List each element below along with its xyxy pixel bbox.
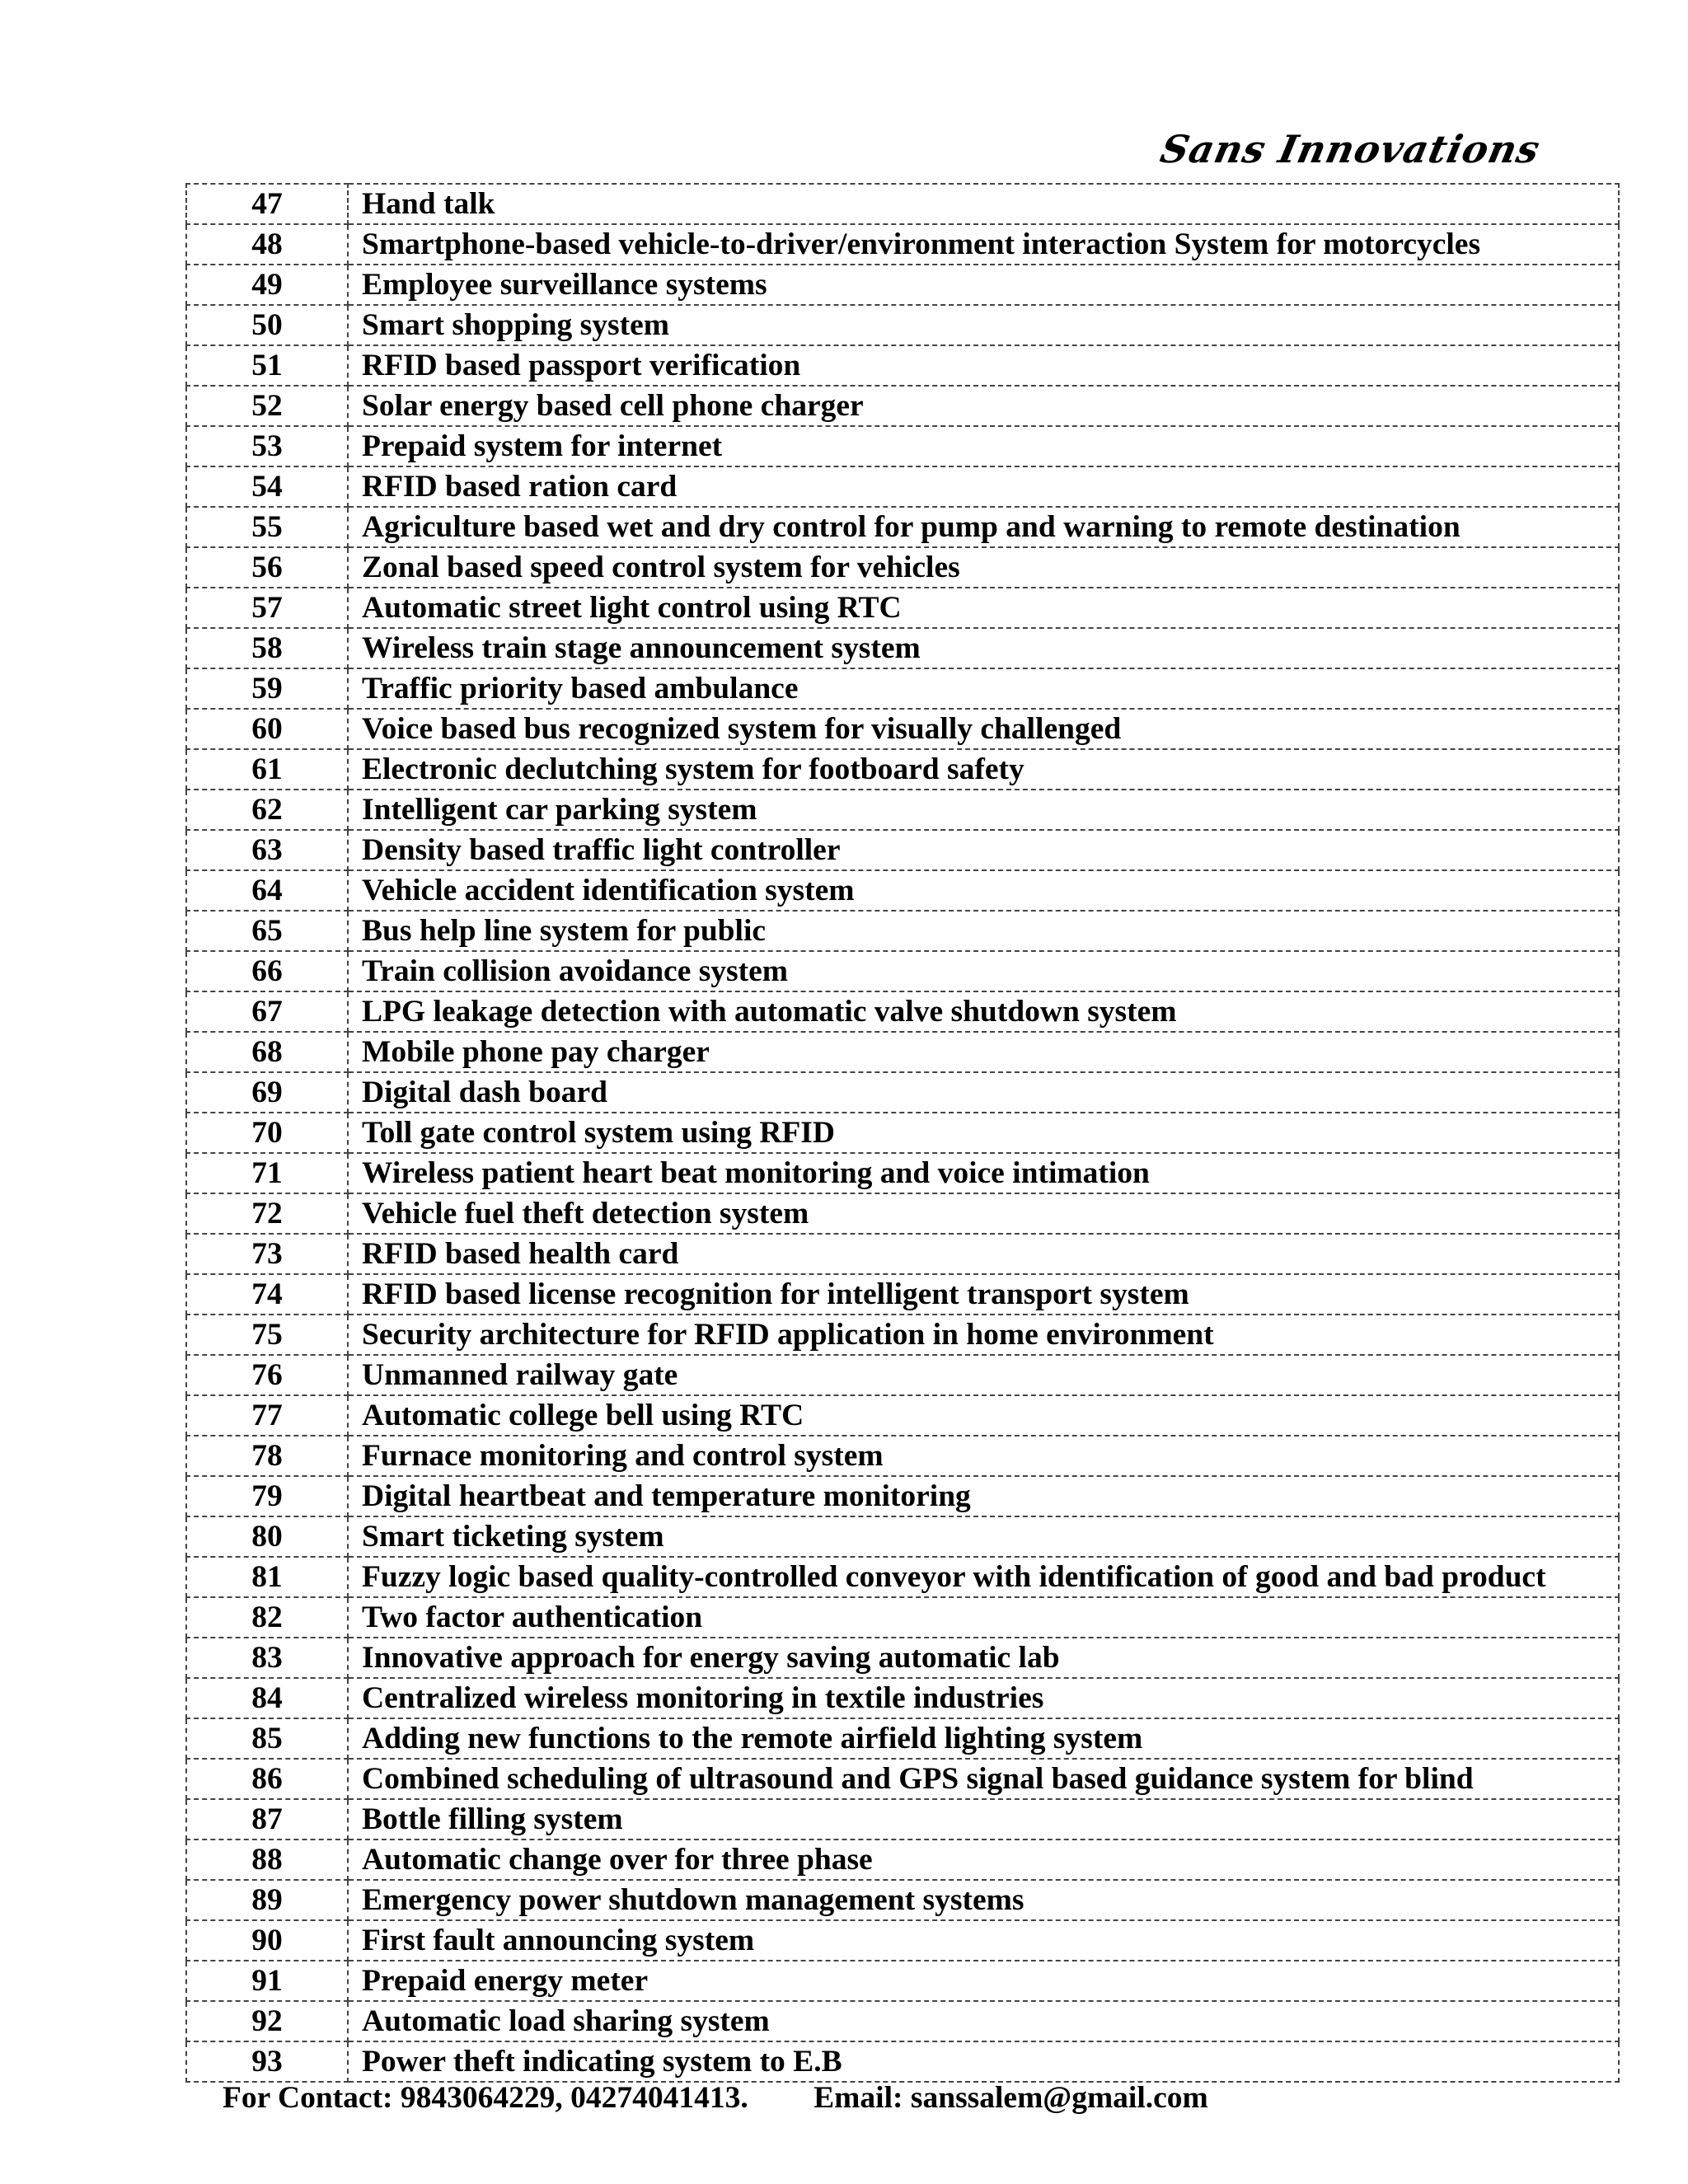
- contact-phone: For Contact: 9843064229, 04274041413.: [223, 2081, 748, 2115]
- table-row: [186, 466, 1619, 507]
- project-number: 51: [186, 345, 348, 386]
- project-title: Solar energy based cell phone charger: [348, 386, 1619, 426]
- project-title: Bus help line system for public: [348, 911, 1619, 951]
- table-row: [186, 265, 1619, 305]
- project-number: 49: [186, 265, 348, 305]
- project-title: RFID based health card: [348, 1234, 1619, 1274]
- table-row: [186, 1355, 1619, 1395]
- project-number: 77: [186, 1395, 348, 1436]
- table-row: [186, 709, 1619, 749]
- project-number: 63: [186, 830, 348, 870]
- table-row: [186, 184, 1619, 224]
- table-row: [186, 1799, 1619, 1840]
- project-title: Digital heartbeat and temperature monitoring: [348, 1476, 1619, 1516]
- table-row: [186, 1557, 1619, 1597]
- project-title: Smartphone-based vehicle-to-driver/environment interaction System for motorcycles: [348, 224, 1619, 265]
- project-title: RFID based license recognition for intelligent transport system: [348, 1274, 1619, 1315]
- project-number: 48: [186, 224, 348, 265]
- project-title: Automatic load sharing system: [348, 2001, 1619, 2041]
- project-title: Mobile phone pay charger: [348, 1032, 1619, 1072]
- table-row: [186, 2001, 1619, 2041]
- table-row: [186, 668, 1619, 709]
- project-title: Electronic declutching system for footboard safety: [348, 749, 1619, 790]
- project-title: Centralized wireless monitoring in textile industries: [348, 1678, 1619, 1718]
- project-number: 93: [186, 2041, 348, 2082]
- project-title: Emergency power shutdown management systems: [348, 1880, 1619, 1920]
- project-number: 78: [186, 1436, 348, 1476]
- project-title: Bottle filling system: [348, 1799, 1619, 1840]
- project-number: 56: [186, 547, 348, 588]
- project-number: 55: [186, 507, 348, 547]
- table-row: [186, 507, 1619, 547]
- project-number: 84: [186, 1678, 348, 1718]
- project-title: Agriculture based wet and dry control for pump and warning to remote destination: [348, 507, 1619, 547]
- project-number: 79: [186, 1476, 348, 1516]
- table-row: [186, 1840, 1619, 1880]
- table-row: [186, 588, 1619, 628]
- project-number: 92: [186, 2001, 348, 2041]
- table-row: [186, 951, 1619, 991]
- table-row: [186, 628, 1619, 668]
- projects-table-body: [186, 184, 1619, 2082]
- table-row: [186, 1032, 1619, 1072]
- project-number: 83: [186, 1638, 348, 1678]
- table-row: [186, 1113, 1619, 1153]
- project-title: Two factor authentication: [348, 1597, 1619, 1638]
- project-number: 75: [186, 1315, 348, 1355]
- contact-email: Email: sanssalem@gmail.com: [814, 2081, 1208, 2115]
- project-title: Unmanned railway gate: [348, 1355, 1619, 1395]
- table-row: [186, 1436, 1619, 1476]
- project-title: Density based traffic light controller: [348, 830, 1619, 870]
- project-title: Toll gate control system using RFID: [348, 1113, 1619, 1153]
- project-title: RFID based ration card: [348, 466, 1619, 507]
- project-title: Smart ticketing system: [348, 1516, 1619, 1557]
- project-number: 67: [186, 991, 348, 1032]
- project-number: 69: [186, 1072, 348, 1113]
- table-row: [186, 224, 1619, 265]
- project-number: 65: [186, 911, 348, 951]
- project-title: First fault announcing system: [348, 1920, 1619, 1961]
- project-number: 74: [186, 1274, 348, 1315]
- project-number: 88: [186, 1840, 348, 1880]
- project-title: Combined scheduling of ultrasound and GPS signal based guidance system for blind: [348, 1759, 1619, 1799]
- table-row: [186, 1516, 1619, 1557]
- table-row: [186, 1759, 1619, 1799]
- table-row: [186, 1395, 1619, 1436]
- project-title: Power theft indicating system to E.B: [348, 2041, 1619, 2082]
- project-number: 70: [186, 1113, 348, 1153]
- project-title: Automatic college bell using RTC: [348, 1395, 1619, 1436]
- project-title: Prepaid system for internet: [348, 426, 1619, 466]
- table-row: [186, 830, 1619, 870]
- project-number: 89: [186, 1880, 348, 1920]
- project-number: 61: [186, 749, 348, 790]
- project-number: 50: [186, 305, 348, 345]
- project-number: 58: [186, 628, 348, 668]
- project-title: Prepaid energy meter: [348, 1961, 1619, 2001]
- table-row: [186, 1597, 1619, 1638]
- project-number: 90: [186, 1920, 348, 1961]
- project-title: Digital dash board: [348, 1072, 1619, 1113]
- project-title: Train collision avoidance system: [348, 951, 1619, 991]
- table-row: [186, 1274, 1619, 1315]
- table-row: [186, 991, 1619, 1032]
- project-number: 57: [186, 588, 348, 628]
- project-title: Zonal based speed control system for vehicles: [348, 547, 1619, 588]
- project-number: 68: [186, 1032, 348, 1072]
- project-number: 73: [186, 1234, 348, 1274]
- project-number: 72: [186, 1193, 348, 1234]
- project-number: 52: [186, 386, 348, 426]
- project-title: Intelligent car parking system: [348, 790, 1619, 830]
- table-row: [186, 1718, 1619, 1759]
- project-title: Vehicle fuel theft detection system: [348, 1193, 1619, 1234]
- table-row: [186, 749, 1619, 790]
- project-title: Traffic priority based ambulance: [348, 668, 1619, 709]
- project-number: 71: [186, 1153, 348, 1193]
- project-title: RFID based passport verification: [348, 345, 1619, 386]
- contact-footer: [223, 2080, 1208, 2116]
- table-row: [186, 426, 1619, 466]
- table-row: [186, 1920, 1619, 1961]
- project-title: Vehicle accident identification system: [348, 870, 1619, 911]
- project-number: 87: [186, 1799, 348, 1840]
- project-title: Automatic street light control using RTC: [348, 588, 1619, 628]
- project-number: 64: [186, 870, 348, 911]
- project-title: Automatic change over for three phase: [348, 1840, 1619, 1880]
- table-row: [186, 1678, 1619, 1718]
- project-number: 91: [186, 1961, 348, 2001]
- project-number: 60: [186, 709, 348, 749]
- project-number: 66: [186, 951, 348, 991]
- project-number: 86: [186, 1759, 348, 1799]
- project-title: Fuzzy logic based quality-controlled conveyor with identification of good and bad product: [348, 1557, 1619, 1597]
- table-row: [186, 2041, 1619, 2082]
- project-title: Wireless patient heart beat monitoring and voice intimation: [348, 1153, 1619, 1193]
- table-row: [186, 1315, 1619, 1355]
- table-row: [186, 1961, 1619, 2001]
- table-row: [186, 911, 1619, 951]
- project-number: 59: [186, 668, 348, 709]
- project-title: Furnace monitoring and control system: [348, 1436, 1619, 1476]
- project-number: 53: [186, 426, 348, 466]
- project-title: Adding new functions to the remote airfield lighting system: [348, 1718, 1619, 1759]
- table-row: [186, 1880, 1619, 1920]
- brand-logo-text: Sans Innovations: [1156, 127, 1545, 171]
- project-title: Innovative approach for energy saving automatic lab: [348, 1638, 1619, 1678]
- table-row: [186, 1072, 1619, 1113]
- project-title: Wireless train stage announcement system: [348, 628, 1619, 668]
- table-row: [186, 547, 1619, 588]
- table-row: [186, 345, 1619, 386]
- table-row: [186, 1476, 1619, 1516]
- table-row: [186, 1193, 1619, 1234]
- project-number: 85: [186, 1718, 348, 1759]
- projects-table-container: [185, 183, 1620, 2083]
- table-row: [186, 1153, 1619, 1193]
- project-number: 80: [186, 1516, 348, 1557]
- project-number: 81: [186, 1557, 348, 1597]
- project-number: 62: [186, 790, 348, 830]
- project-number: 82: [186, 1597, 348, 1638]
- projects-table: [185, 183, 1620, 2083]
- table-row: [186, 870, 1619, 911]
- project-title: Smart shopping system: [348, 305, 1619, 345]
- table-row: [186, 386, 1619, 426]
- project-title: Hand talk: [348, 184, 1619, 224]
- table-row: [186, 1234, 1619, 1274]
- table-row: [186, 1638, 1619, 1678]
- project-number: 47: [186, 184, 348, 224]
- table-row: [186, 305, 1619, 345]
- project-number: 76: [186, 1355, 348, 1395]
- project-title: LPG leakage detection with automatic valve shutdown system: [348, 991, 1619, 1032]
- project-number: 54: [186, 466, 348, 507]
- project-title: Security architecture for RFID application in home environment: [348, 1315, 1619, 1355]
- table-row: [186, 790, 1619, 830]
- project-title: Voice based bus recognized system for visually challenged: [348, 709, 1619, 749]
- project-title: Employee surveillance systems: [348, 265, 1619, 305]
